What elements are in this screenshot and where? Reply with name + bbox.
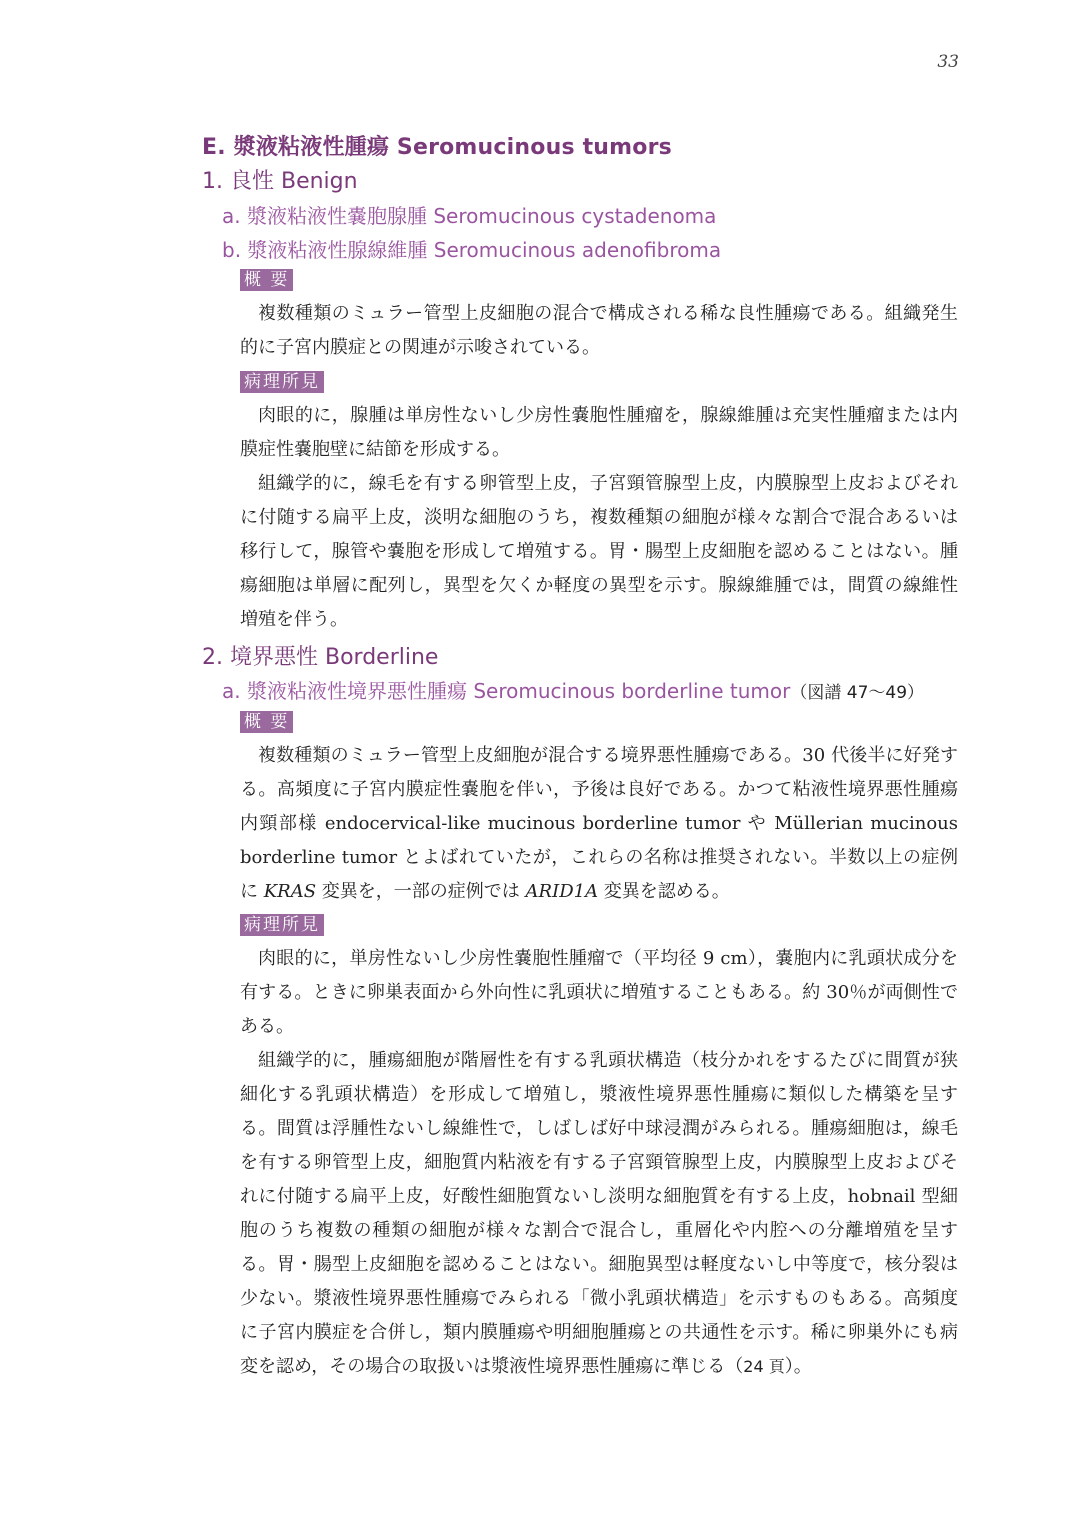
tag-overview-benign: 概 要	[240, 269, 293, 291]
paragraph-pathology-borderline-gross: 肉眼的に，単房性ないし少房性嚢胞性腫瘤で（平均径 9 cm），嚢胞内に乳頭状成分を有する。ときに卵巣表面から外向性に乳頭状に増殖することもある。約 30％が両側性である。	[240, 948, 958, 1037]
paragraph-pathology-benign-gross: 肉眼的に，腺腫は単房性ないし少房性嚢胞性腫瘤を，腺線維腫は充実性腫瘤または内膜症性嚢胞壁に結節を形成する。	[240, 405, 958, 460]
item-seromucinous-cystadenoma: a. 漿液粘液性嚢胞腺腫 Seromucinous cystadenoma	[222, 204, 717, 228]
tag-pathology-borderline: 病理所見	[240, 914, 324, 936]
paragraph-overview-benign: 複数種類のミュラー管型上皮細胞の混合で構成される稀な良性腫瘍である。組織発生的に子宮内膜症との関連が示唆されている。	[240, 303, 958, 358]
paragraph-pathology-benign-histology: 組織学的に，線毛を有する卵管型上皮，子宮頸管腺型上皮，内膜腺型上皮およびそれに付随する扁平上皮，淡明な細胞のうち，複数種類の細胞が様々な割合で混合あるいは移行して，腺管や嚢胞を形成して増殖する。胃・腸型上皮細胞を認めることはない。腫瘍細胞は単層に配列し，異型を欠くか軽度の異型を示す。腺線維腫では，間質の線維性増殖を伴う。	[240, 473, 958, 630]
overview-text-post: 変異を認める。	[598, 881, 730, 902]
gene-kras: KRAS	[263, 881, 317, 902]
tag-pathology-benign: 病理所見	[240, 371, 324, 393]
item-seromucinous-borderline-tumor	[222, 675, 924, 704]
gene-arid1a: ARID1A	[525, 881, 599, 902]
item-borderline-title: a. 漿液粘液性境界悪性腫瘍 Seromucinous borderline tumor	[222, 679, 791, 703]
heading-benign: 1. 良性 Benign	[202, 169, 358, 194]
paragraph-pathology-borderline-histology	[240, 1044, 958, 1384]
figure-reference: （図譜 47〜49）	[790, 683, 925, 703]
overview-text-mid: 変異を，一部の症例では	[316, 881, 526, 902]
histology-text-pre: 組織学的に，腫瘍細胞が階層性を有する乳頭状構造（枝分かれをするたびに間質が狭細化する乳頭状構造）を形成して増殖し，漿液性境界悪性腫瘍に類似した構築を呈する。間質は浮腫性ないし線維性で，しばしば好中球浸潤がみられる。腫瘍細胞は，線毛を有する卵管型上皮，細胞質内粘液を有する子宮頸管腺型上皮，内膜腺型上皮およびそれに付随する扁平上皮，好酸性細胞質ないし淡明な細胞質を有する上皮，hobnail 型細胞のうち複数の種類の細胞が様々な割合で混合し，重層化や内腔への分離増殖を呈する。胃・腸型上皮細胞を認めることはない。細胞異型は軽度ないし中等度で，核分裂は少ない。漿液性境界悪性腫瘍でみられる「微小乳頭状構造」を示すものもある。高頻度に子宮内膜症を合併し，類内膜腫瘍や明細胞腫瘍との共通性を示す。稀に卵巣外にも病変を認め，その場合の取扱いは漿液性境界悪性腫瘍に準じる（	[240, 1050, 958, 1377]
overview-text-pre: 複数種類のミュラー管型上皮細胞が混合する境界悪性腫瘍である。30 代後半に好発する。高頻度に子宮内膜症性嚢胞を伴い，予後は良好である。かつて粘液性境界悪性腫瘍内頸部様 endocervical-like mucinous borderline tumor や Müllerian mucinous borderline tumor とよばれていたが，これらの名称は推奨されない。半数以上の症例に	[240, 745, 958, 902]
histology-text-post: ）。	[784, 1356, 812, 1377]
heading-borderline: 2. 境界悪性 Borderline	[202, 645, 439, 670]
paragraph-overview-borderline	[240, 739, 958, 909]
page-reference: 24 頁	[743, 1357, 785, 1376]
section-heading-e: E. 漿液粘液性腫瘍 Seromucinous tumors	[202, 135, 672, 160]
item-seromucinous-adenofibroma: b. 漿液粘液性腺線維腫 Seromucinous adenofibroma	[222, 238, 722, 262]
page-number: 33	[937, 52, 959, 72]
tag-overview-borderline: 概 要	[240, 711, 293, 733]
